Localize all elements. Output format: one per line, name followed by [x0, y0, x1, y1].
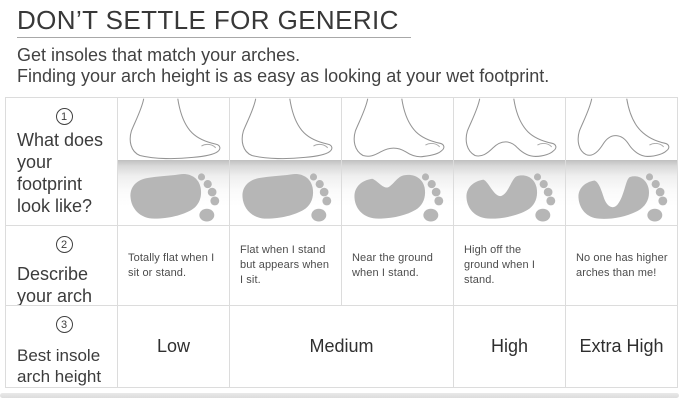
- insole-height-medium: Medium: [230, 306, 454, 388]
- high-arch-footprint-icon: [461, 169, 559, 224]
- step-3-label: Best insole arch height: [17, 346, 102, 386]
- header: [0, 0, 679, 87]
- step-1-label: What does your footprint look like?: [17, 130, 104, 216]
- bottom-divider-bar: [0, 393, 679, 398]
- footprint-cell-high: [454, 98, 566, 226]
- step-3-label-cell: [6, 306, 118, 388]
- medium-arch-footprint-icon: [349, 169, 447, 224]
- subtitle-line-1: Get insoles that match your arches.: [17, 45, 301, 65]
- flat-footprint-icon: [125, 169, 223, 224]
- page-title: DON’T SETTLE FOR GENERIC: [17, 5, 399, 35]
- flat-foot-profile-icon: [233, 98, 339, 161]
- arch-description-3: Near the ground when I stand.: [342, 226, 454, 306]
- step-1-number-icon: 1: [56, 108, 73, 125]
- arch-guide-table: [5, 97, 678, 388]
- extra-high-arch-footprint-icon: [573, 169, 671, 224]
- insole-height-low: Low: [118, 306, 230, 388]
- arch-description-4: High off the ground when I stand.: [454, 226, 566, 306]
- arch-description-5: No one has higher arches than me!: [566, 226, 678, 306]
- flat-footprint-icon: [237, 169, 335, 224]
- step-3-number-icon: 3: [56, 316, 73, 333]
- step-2-number-icon: 2: [56, 236, 73, 253]
- footprint-cell-flat-2: [230, 98, 342, 226]
- step-2-label-cell: [6, 226, 118, 306]
- step-1-label-cell: [6, 98, 118, 226]
- footprint-cell-flat-1: [118, 98, 230, 226]
- arch-description-2: Flat when I stand but appears when I sit.: [230, 226, 342, 306]
- step-2-label: Describe your arch: [17, 264, 93, 306]
- footprint-cell-medium: [342, 98, 454, 226]
- arch-description-1: Totally flat when I sit or stand.: [118, 226, 230, 306]
- subtitle-line-2: Finding your arch height is as easy as looking at your wet footprint.: [17, 66, 550, 86]
- high-arch-foot-profile-icon: [457, 98, 563, 161]
- insole-height-high: High: [454, 306, 566, 388]
- extra-high-arch-foot-profile-icon: [569, 98, 675, 161]
- footprint-cell-extra-high: [566, 98, 678, 226]
- title-underline: [17, 37, 411, 38]
- insole-height-extra-high: Extra High: [566, 306, 678, 388]
- medium-arch-foot-profile-icon: [345, 98, 451, 161]
- flat-foot-profile-icon: [121, 98, 227, 161]
